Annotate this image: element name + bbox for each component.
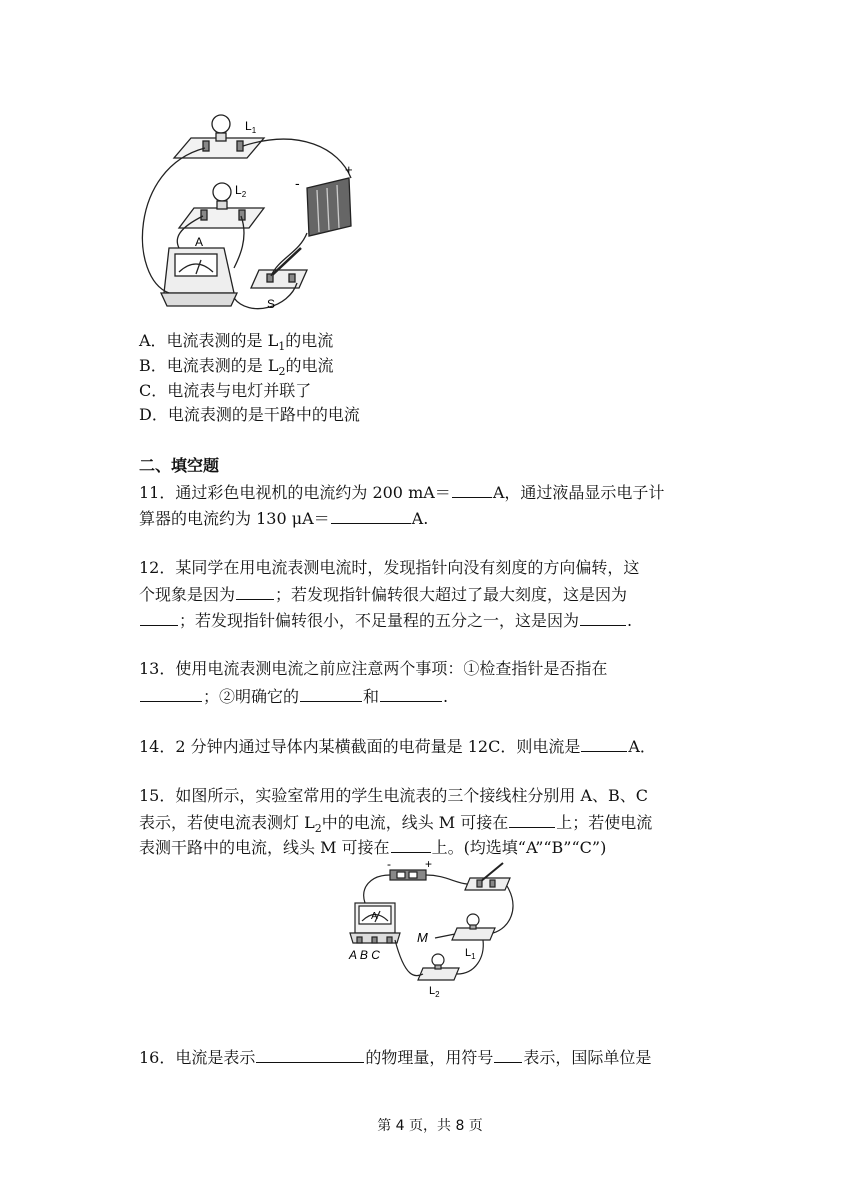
- figure1-label-plus: +: [345, 162, 353, 177]
- figure2-label-plus: +: [425, 858, 433, 871]
- q15-line3: 表测干路中的电流，线头 M 可接在 上。(均选填“A”“B”“C”): [139, 838, 607, 857]
- figure2-label-a: A: [371, 911, 378, 922]
- figure1-label-ammeter: A: [195, 235, 204, 249]
- option-d: D．电流表测的是干路中的电流: [139, 405, 360, 424]
- q12-line3: ；若发现指针偏转很小，不足量程的五分之一，这是因为 .: [139, 609, 632, 631]
- figure1-label-switch: S: [267, 297, 276, 311]
- q13-line1: 13．使用电流表测电流之前应注意两个事项：①检查指针是否指在: [139, 659, 608, 678]
- q13-line2: ；②明确它的 和 .: [139, 685, 448, 707]
- figure1-label-l2: $L_2$: [235, 183, 247, 199]
- q16-line1: 16．电流是表示 的物理量，用符号 表示，国际单位是: [139, 1048, 652, 1067]
- figure2-label-l2: $L_2$: [429, 985, 440, 998]
- option-c: C．电流表与电灯并联了: [139, 381, 312, 400]
- figure2-label-m: M: [417, 930, 428, 945]
- figure1-label-minus: -: [295, 175, 300, 191]
- option-a: A．电流表测的是 $L_1$的电流: [139, 331, 334, 354]
- option-b: B．电流表测的是 $L_2$的电流: [139, 356, 334, 379]
- circuit-figure-2: [345, 858, 523, 998]
- circuit-figure-1: [139, 108, 379, 330]
- q12-line1: 12．某同学在用电流表测电流时，发现指针向没有刻度的方向偏转，这: [139, 558, 640, 577]
- q15-line2: 表示，若使电流表测灯 $L_2$中的电流，线头 M 可接在 上；若使电流: [139, 813, 653, 836]
- q14-line1: 14．2 分钟内通过导体内某横截面的电荷量是 12C．则电流是 A．: [139, 737, 656, 756]
- figure1-label-l1: $L_1$: [245, 119, 257, 135]
- section-title: 二、填空题: [139, 456, 220, 475]
- figure2-label-abc: A B C: [349, 948, 380, 962]
- q11-line2: 算器的电流约为 130 μA＝ A.: [139, 509, 429, 528]
- q12-line2: 个现象是因为 ；若发现指针偏转很大超过了最大刻度，这是因为: [139, 585, 628, 604]
- q15-line1: 15．如图所示，实验室常用的学生电流表的三个接线柱分别用 A、B、C: [139, 786, 649, 805]
- figure2-label-minus: -: [387, 858, 391, 871]
- q11-line1: 11．通过彩色电视机的电流约为 200 mA＝ A，通过液晶显示电子计: [139, 483, 665, 502]
- figure2-label-l1: $L_1$: [465, 947, 476, 961]
- page-footer: 第 4 页，共 8 页: [377, 1118, 483, 1134]
